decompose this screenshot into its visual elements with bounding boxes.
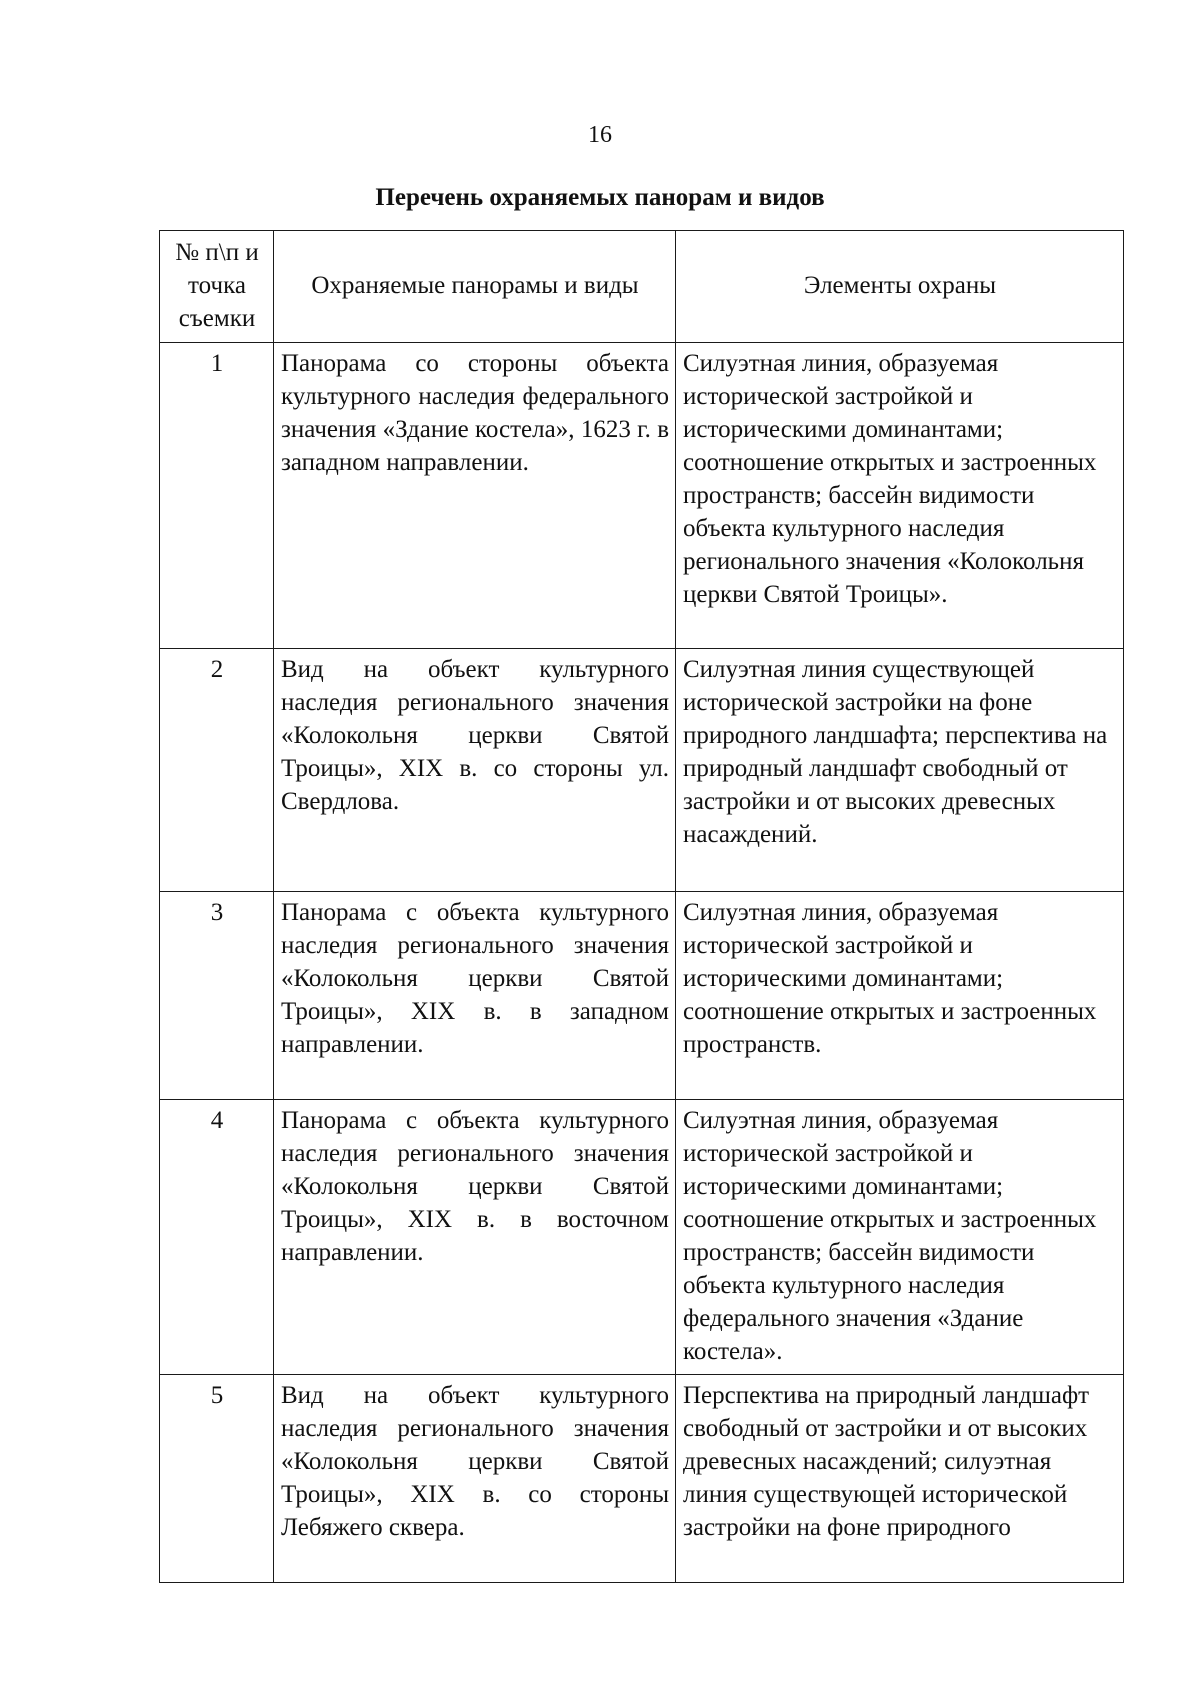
page-number: 16	[588, 122, 612, 148]
row-number: 4	[160, 1100, 274, 1375]
row-number: 3	[160, 892, 274, 1100]
table-header-row	[160, 231, 1124, 343]
row-number: 5	[160, 1375, 274, 1583]
table-row	[160, 1100, 1124, 1375]
header-views: Охраняемые панорамы и виды	[274, 231, 676, 343]
row-elements: Силуэтная линия, образуемая исторической застройкой и историческими доминантами; соотношение открытых и застроенных пространств; бассейн видимости объекта культурного наследия регионального значения «Колокольня церкви Святой Троицы».	[676, 343, 1124, 649]
header-elements: Элементы охраны	[676, 231, 1124, 343]
row-number: 1	[160, 343, 274, 649]
row-view: Вид на объект культурного наследия регионального значения «Колокольня церкви Святой Троицы», XIX в. со стороны Лебяжего сквера.	[274, 1375, 676, 1583]
table-row	[160, 343, 1124, 649]
row-elements: Перспектива на природный ландшафт свободный от застройки и от высоких древесных насаждений; силуэтная линия существующей исторической застройки на фоне природного	[676, 1375, 1124, 1583]
row-view: Вид на объект культурного наследия регионального значения «Колокольня церкви Святой Троицы», XIX в. со стороны ул. Свердлова.	[274, 649, 676, 892]
protected-views-table	[159, 230, 1124, 1583]
row-view: Панорама со стороны объекта культурного наследия федерального значения «Здание костела», 1623 г. в западном направлении.	[274, 343, 676, 649]
row-elements: Силуэтная линия существующей исторической застройки на фоне природного ландшафта; перспектива на природный ландшафт свободный от застройки и от высоких древесных насаждений.	[676, 649, 1124, 892]
document-title: Перечень охраняемых панорам и видов	[375, 184, 825, 211]
row-elements: Силуэтная линия, образуемая исторической застройкой и историческими доминантами; соотношение открытых и застроенных пространств.	[676, 892, 1124, 1100]
table-row	[160, 892, 1124, 1100]
table-row	[160, 649, 1124, 892]
row-number: 2	[160, 649, 274, 892]
row-view: Панорама с объекта культурного наследия регионального значения «Колокольня церкви Святой Троицы», XIX в. в западном направлении.	[274, 892, 676, 1100]
row-view: Панорама с объекта культурного наследия регионального значения «Колокольня церкви Святой Троицы», XIX в. в восточном направлении.	[274, 1100, 676, 1375]
row-elements: Силуэтная линия, образуемая исторической застройкой и историческими доминантами; соотношение открытых и застроенных пространств; бассейн видимости объекта культурного наследия федерального значения «Здание костела».	[676, 1100, 1124, 1375]
table-row	[160, 1375, 1124, 1583]
header-number: № п\п и точка съемки	[160, 231, 274, 343]
